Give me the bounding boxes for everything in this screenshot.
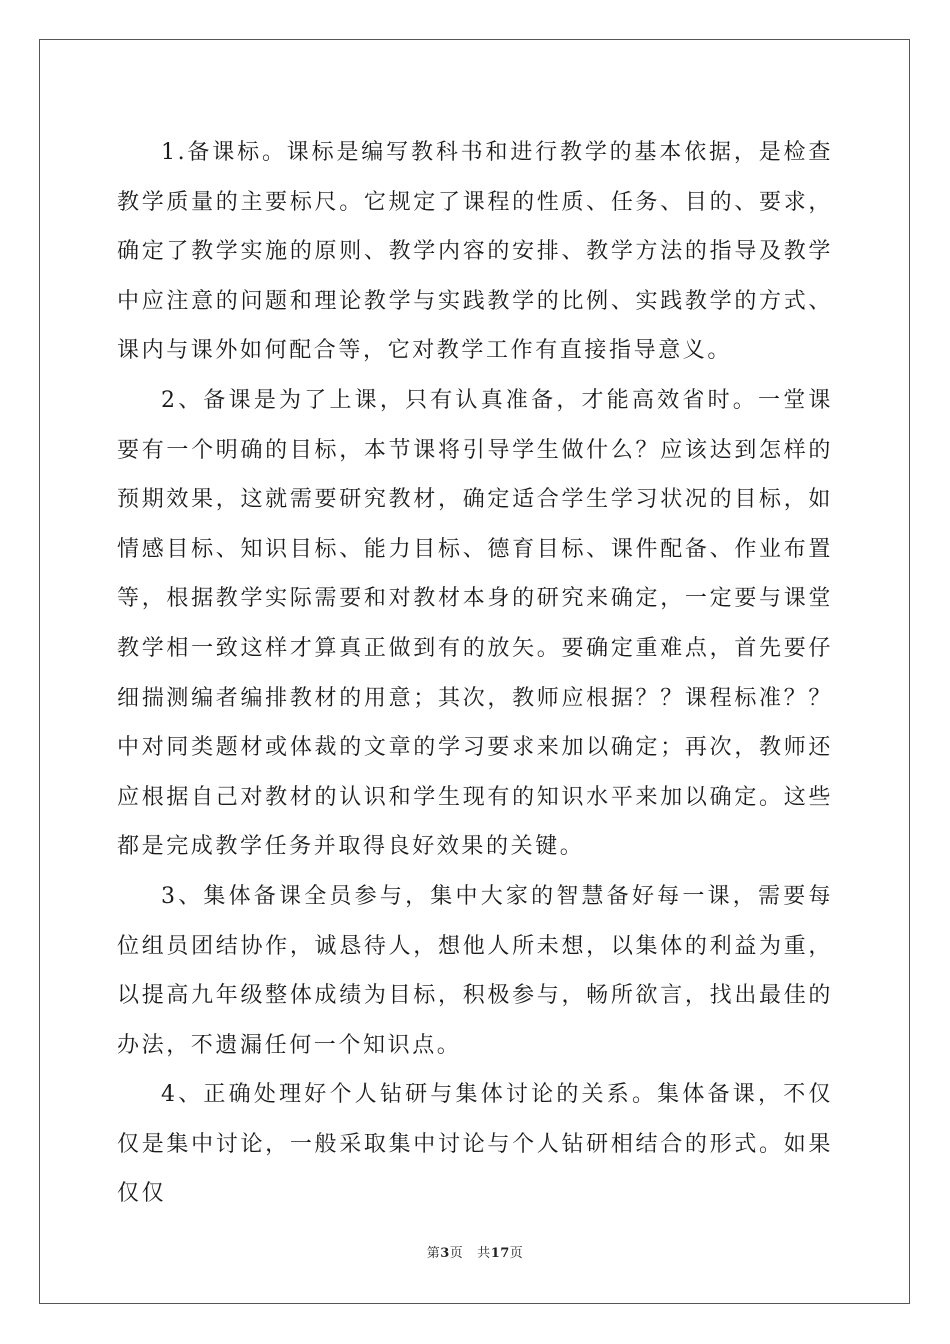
paragraph-2: 2、备课是为了上课，只有认真准备，才能高效省时。一堂课要有一个明确的目标，本节课将引导学生做什么？应该达到怎样的预期效果，这就需要研究教材，确定适合学生学习状况的目标，如情感目标、知识目标、能力目标、德育目标、课件配备、作业布置等，根据教学实际需要和对教材本身的研究来确定，一定要与课堂教学相一致这样才算真正做到有的放矢。要确定重难点，首先要仔细揣测编者编排教材的用意；其次，教师应根据？？课程标准？？中对同类题材或体裁的文章的学习要求来加以确定；再次，教师还应根据自己对教材的认识和学生现有的知识水平来加以确定。这些都是完成教学任务并取得良好效果的关键。: [117, 387, 833, 860]
paragraph-4: 4、正确处理好个人钻研与集体讨论的关系。集体备课，不仅仅是集中讨论，一般采取集中讨论与个人钻研相结合的形式。如果仅仅: [117, 1082, 833, 1207]
footer-page-label: 页: [449, 1246, 464, 1261]
paragraph-1: 1.备课标。课标是编写教科书和进行教学的基本依据，是检查教学质量的主要标尺。它规定了课程的性质、任务、目的、要求，确定了教学实施的原则、教学内容的安排、教学方法的指导及教学中应注意的问题和理论教学与实践教学的比例、实践教学的方式、课内与课外如何配合等，它对教学工作有直接指导意义。: [117, 140, 833, 364]
paragraph-3: 3、集体备课全员参与，集中大家的智慧备好每一课，需要每位组员团结协作，诚恳待人，想他人所未想，以集体的利益为重，以提高九年级整体成绩为目标，积极参与，畅所欲言，找出最佳的办法，不遗漏任何一个知识点。: [117, 883, 833, 1058]
current-page-number: 3: [440, 1246, 450, 1261]
page-footer: [0, 1242, 950, 1261]
footer-prefix: 第: [426, 1246, 441, 1261]
total-pages-number: 17: [490, 1246, 510, 1261]
document-body: [117, 128, 833, 1219]
footer-total-label: 页: [509, 1246, 524, 1261]
footer-total-prefix: 共: [477, 1246, 491, 1261]
